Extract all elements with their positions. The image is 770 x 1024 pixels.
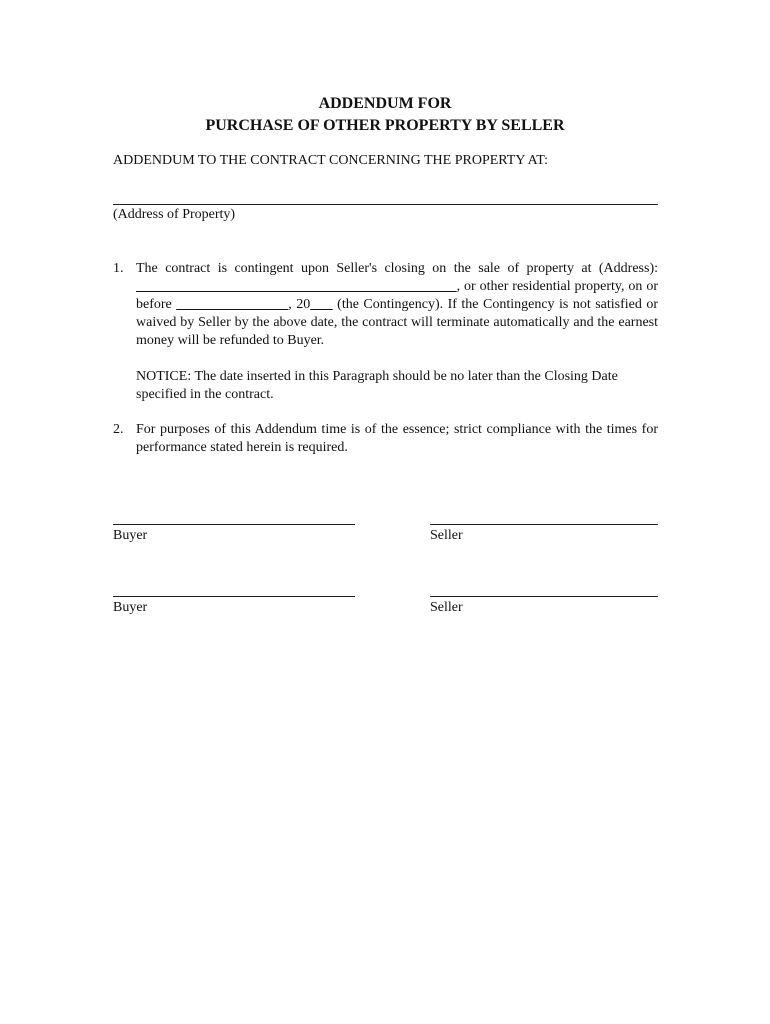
paragraph-2-number: 2. — [113, 422, 124, 437]
document-title-line-2: PURCHASE OF OTHER PROPERTY BY SELLER — [205, 117, 565, 134]
paragraph-1-text-b: , or other residential property, on or before — [136, 279, 659, 312]
paragraph-1 — [113, 260, 658, 350]
contingency-year-blank[interactable] — [310, 297, 332, 312]
paragraph-1-body — [136, 260, 658, 350]
paragraph-1-text-c: , 20 — [288, 297, 311, 312]
paragraph-1-text-a: The contract is contingent upon Seller's closing on the sale of property at (Address): — [136, 261, 658, 276]
intro-text: ADDENDUM TO THE CONTRACT CONCERNING THE PROPERTY AT: — [113, 153, 548, 168]
address-caption: (Address of Property) — [113, 207, 236, 222]
contingency-date-blank[interactable] — [176, 297, 288, 312]
paragraph-2-body: For purposes of this Addendum time is of the essence; strict compliance with the times for performance stated herein is required. — [136, 422, 658, 455]
property-address-line[interactable] — [113, 204, 658, 205]
seller-signature-line-1[interactable] — [430, 524, 658, 525]
seller-label-2: Seller — [430, 600, 463, 615]
buyer-label-1: Buyer — [113, 528, 148, 543]
paragraph-2 — [113, 421, 658, 457]
seller-signature-line-2[interactable] — [430, 596, 658, 597]
notice-paragraph: NOTICE: The date inserted in this Paragraph should be no later than the Closing Date specified in the contract. — [136, 369, 618, 402]
buyer-label-2: Buyer — [113, 600, 148, 615]
document-title-line-1: ADDENDUM FOR — [318, 95, 452, 112]
buyer-signature-line-2[interactable] — [113, 596, 355, 597]
sale-address-blank[interactable] — [136, 279, 457, 294]
paragraph-1-text-d: (the Contingency). If the Contingency is not satisfied or waived by Seller by the above date, the contract will terminate automatically and the earnest money will be refunded to Buyer. — [136, 297, 659, 348]
paragraph-1-number: 1. — [113, 261, 124, 276]
seller-label-1: Seller — [430, 528, 463, 543]
buyer-signature-line-1[interactable] — [113, 524, 355, 525]
